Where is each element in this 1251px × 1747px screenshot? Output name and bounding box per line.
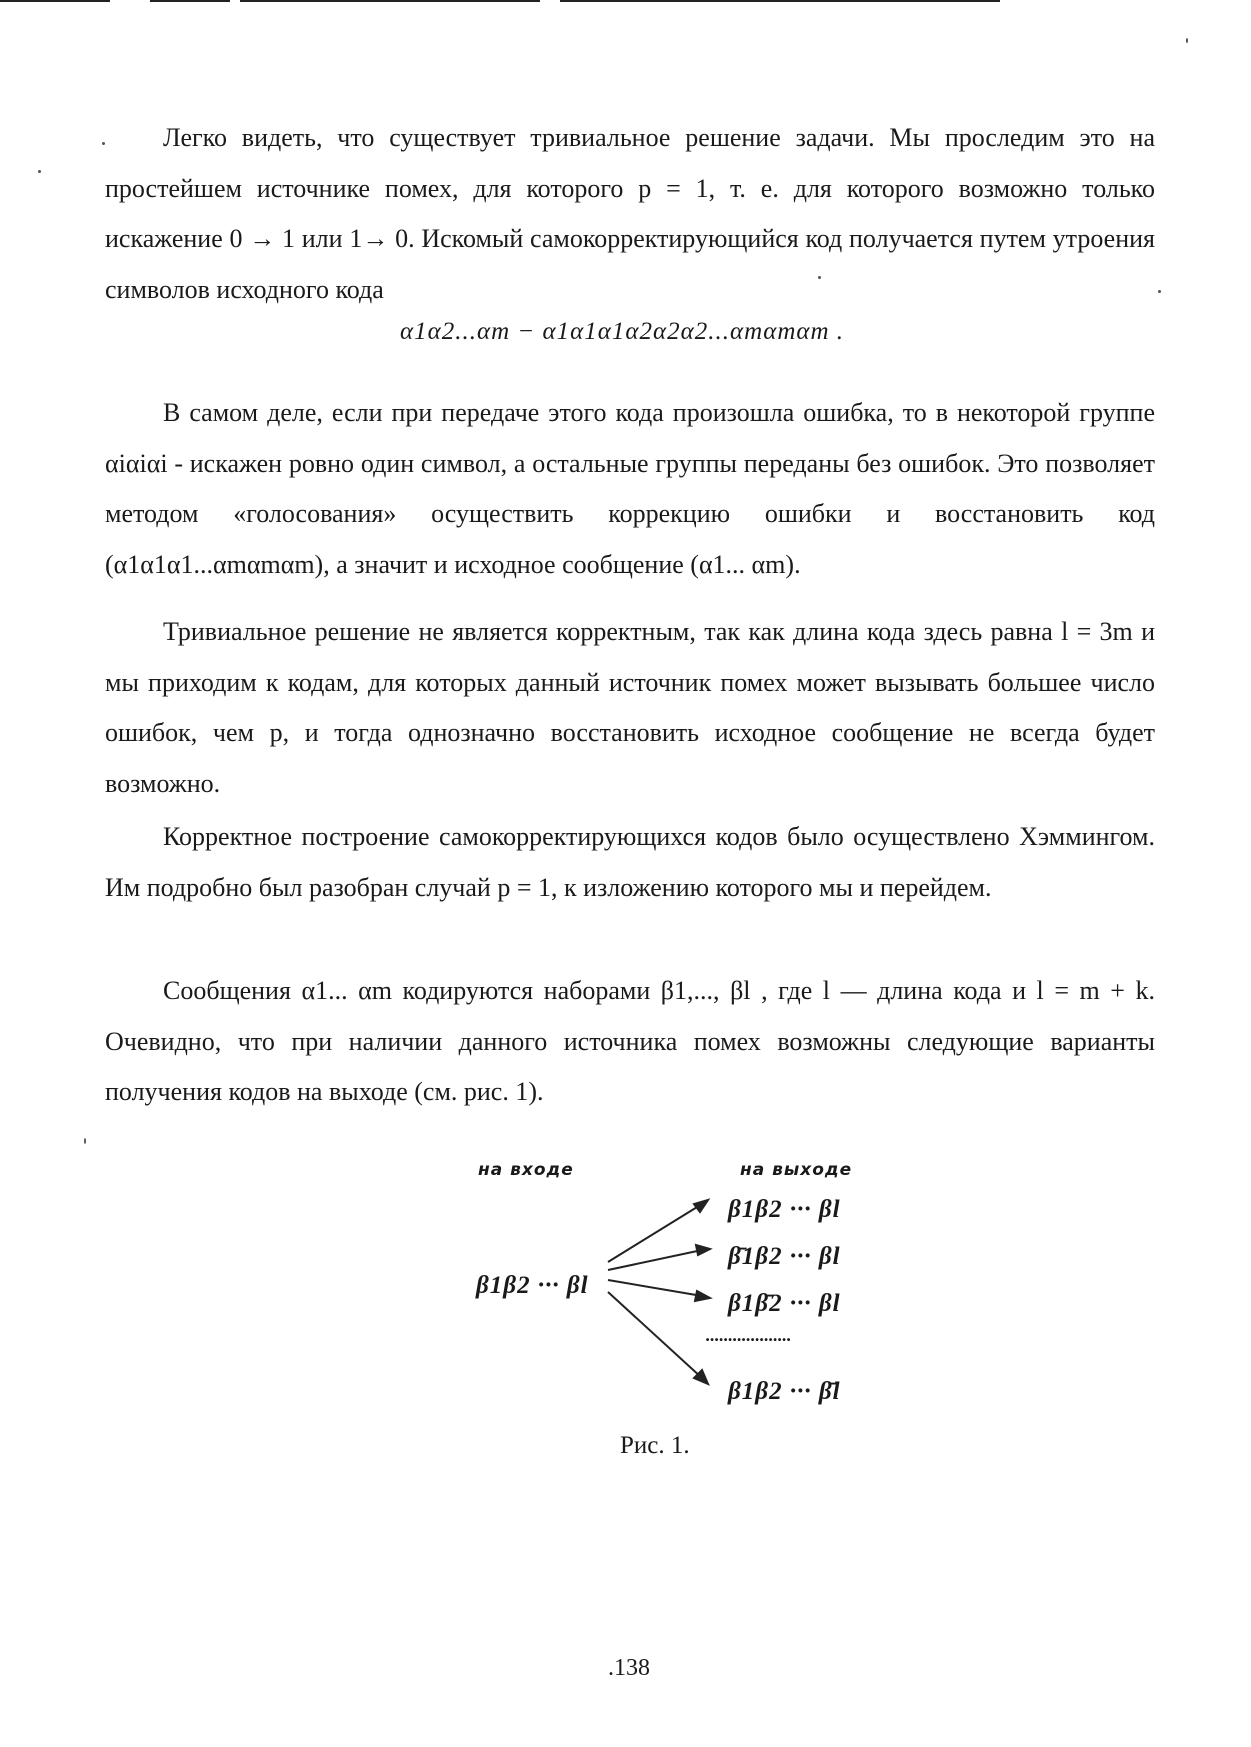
figure-caption: Рис. 1. bbox=[620, 1432, 690, 1459]
scan-speck bbox=[1158, 290, 1161, 293]
output-dots: ................... bbox=[706, 1325, 792, 1345]
arrowhead-1 bbox=[694, 1200, 708, 1212]
input-label: на входе bbox=[478, 1160, 574, 1180]
paragraph-4: Корректное построение самокорректирующихся кодов было осуществлено Хэммингом. Им подробно был разобран случай р = 1, к изложению которого мы и перейдем. bbox=[105, 822, 1155, 902]
arrowhead-2 bbox=[696, 1245, 710, 1255]
top-rule bbox=[150, 0, 230, 2]
output-code-1: β1β2 ··· βl bbox=[728, 1196, 841, 1223]
arrow-line-3 bbox=[608, 1280, 702, 1296]
scan-speck bbox=[1186, 38, 1188, 43]
top-rule bbox=[0, 0, 110, 2]
page-number: .138 bbox=[608, 1655, 650, 1681]
arrows-diagram bbox=[590, 1180, 720, 1400]
paragraph-3: Тривиальное решение не является корректным, так как длина кода здесь равна l = 3m и мы приходим к кодам, для которых данный источник помех может вызывать большее число ошибок, чем р, и тогда однозначно восстановить исходное сообщение не всегда будет возможно. bbox=[105, 617, 1155, 798]
paragraph-2: В самом деле, если при передаче этого кода произошла ошибка, то в некоторой группе αiαiαi - искажен ровно один символ, а остальные группы переданы без ошибок. Это позволяет методом «голосования» осуществить коррекцию ошибки и восстановить код (α1α1α1...αmαmαm), а значит и исходное сообщение (α1... αm). bbox=[105, 398, 1155, 579]
formula-tripling bbox=[400, 318, 844, 346]
top-rule bbox=[240, 0, 540, 2]
scan-speck bbox=[38, 170, 41, 173]
paragraph-1: Легко видеть, что существует тривиальное решение задачи. Мы проследим это на простейшем источнике помех, для которого р = 1, т. е. для которого возможно только искажение 0 → 1 или 1→ 0. Искомый самокорректирующийся код получается путем утроения символов исходного кода bbox=[105, 123, 1155, 304]
scan-speck bbox=[84, 1138, 86, 1144]
arrow-line-4 bbox=[608, 1292, 702, 1378]
scan-speck bbox=[102, 142, 105, 145]
paragraph-5: Сообщения α1... αm кодируются наборами β1,..., βl , где l — длина кода и l = m + k. Очевидно, что при наличии данного источника помех возможны следующие варианты получения кодов на выходе (см. рис. 1). bbox=[105, 976, 1155, 1106]
input-code: β1β2 ··· βl bbox=[476, 1272, 589, 1299]
output-code-3: β1β̄2 ··· βl bbox=[728, 1290, 841, 1317]
output-label: на выходе bbox=[740, 1160, 853, 1180]
output-code-4: β1β2 ··· β̄l bbox=[728, 1378, 841, 1405]
top-rule bbox=[560, 0, 1000, 2]
scan-speck bbox=[818, 276, 821, 279]
formula-text: α1α2...αm − α1α1α1α2α2α2...αmαmαm . bbox=[400, 318, 845, 345]
arrowhead-3 bbox=[695, 1291, 710, 1301]
output-code-2: β̄1β2 ··· βl bbox=[728, 1243, 841, 1270]
